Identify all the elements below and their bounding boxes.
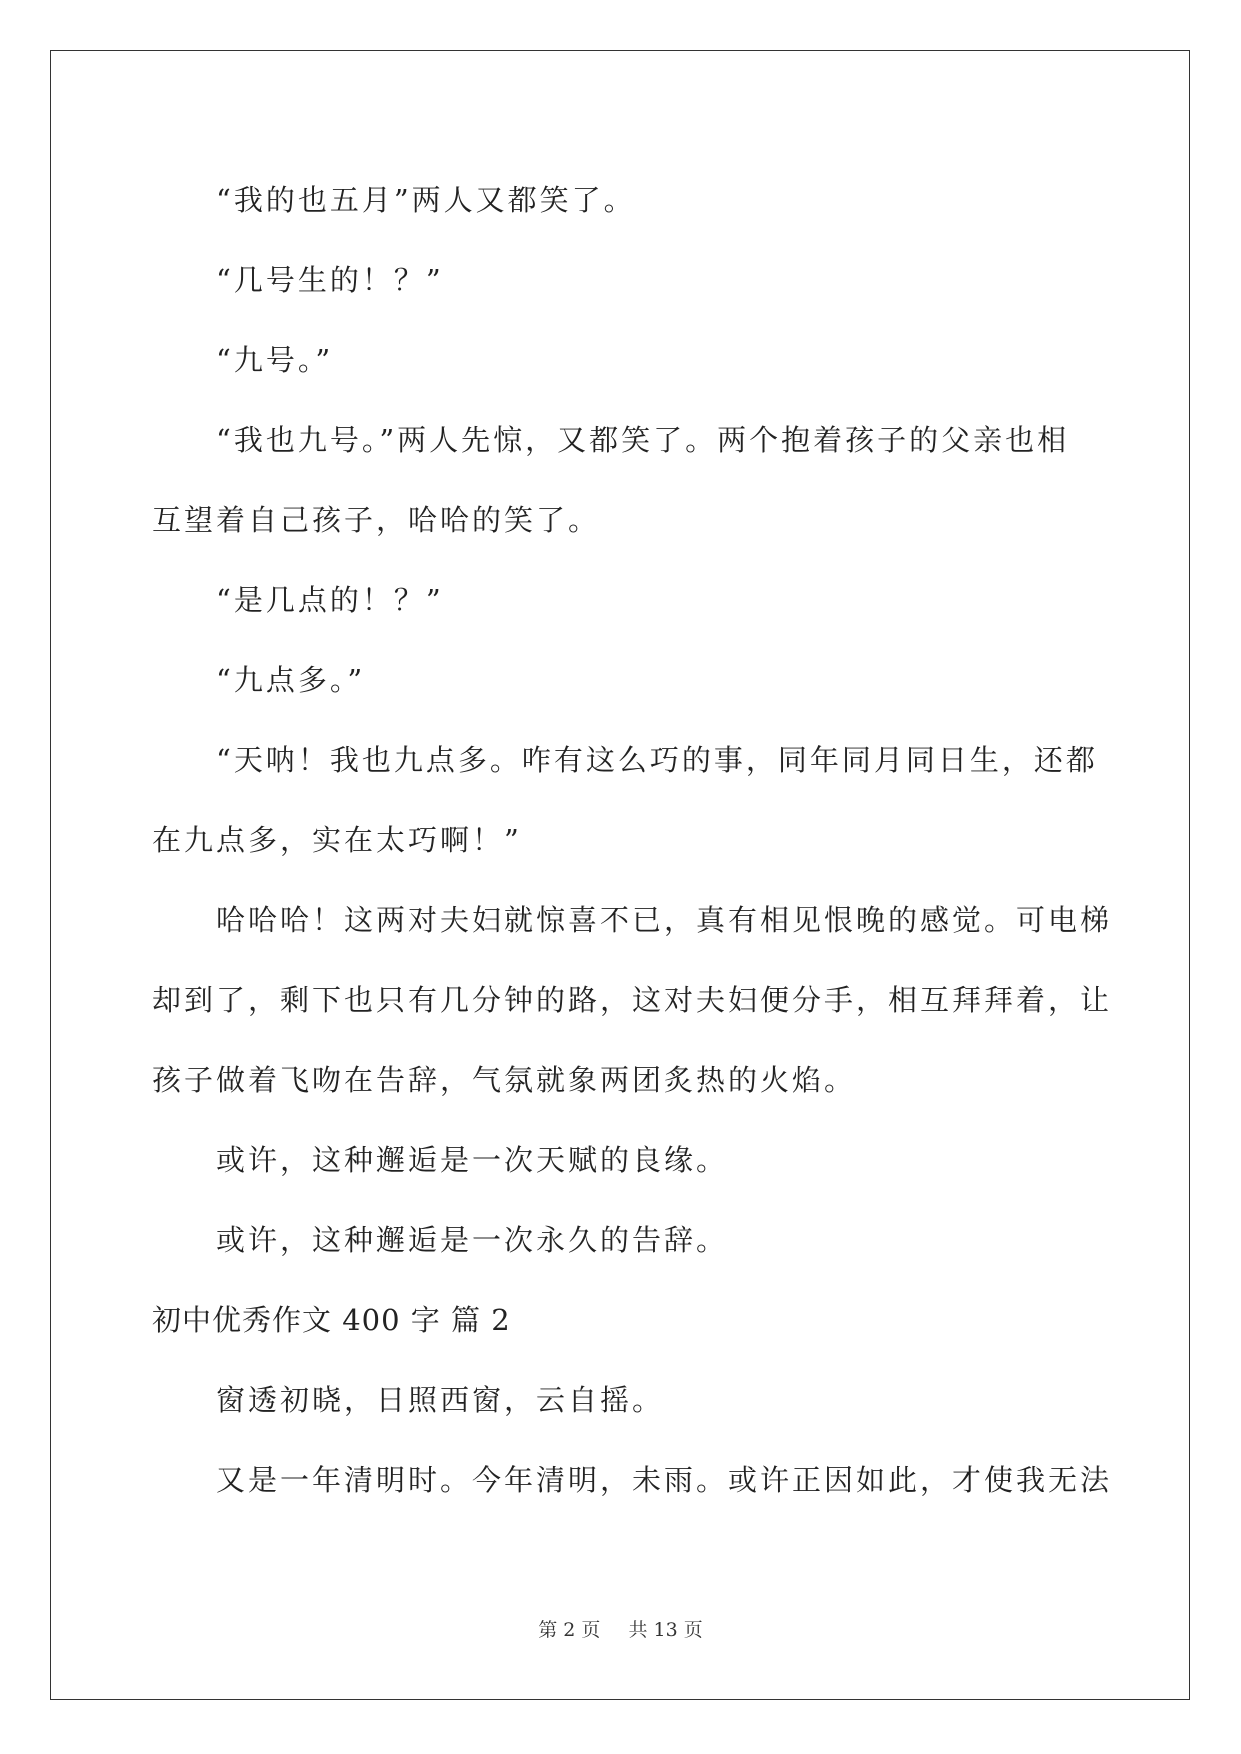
paragraph-line: 在九点多，实在太巧啊！” xyxy=(152,823,522,857)
document-body xyxy=(152,160,1113,1520)
paragraph-line: “几号生的！？” xyxy=(216,263,444,297)
paragraph-line: “九点多。” xyxy=(216,663,366,697)
paragraph-line: “我也九号。”两人先惊，又都笑了。两个抱着孩子的父亲也相 xyxy=(216,423,1070,457)
paragraph-line: 窗透初晓，日照西窗，云自摇。 xyxy=(216,1383,665,1417)
paragraph-line: 哈哈哈！这两对夫妇就惊喜不已，真有相见恨晚的感觉。可电梯 xyxy=(216,903,1113,937)
paragraph-line: “是几点的！？” xyxy=(216,583,444,617)
paragraph-line: 却到了，剩下也只有几分钟的路，这对夫妇便分手，相互拜拜着，让 xyxy=(152,983,1113,1017)
paragraph-line: 或许，这种邂逅是一次永久的告辞。 xyxy=(216,1223,729,1257)
page-total: 共 13 页 xyxy=(628,1619,703,1641)
paragraph-line: “九号。” xyxy=(216,343,334,377)
paragraph-line: 或许，这种邂逅是一次天赋的良缘。 xyxy=(216,1143,729,1177)
paragraph-line: 互望着自己孩子，哈哈的笑了。 xyxy=(152,503,601,537)
paragraph-line: 又是一年清明时。今年清明，未雨。或许正因如此，才使我无法 xyxy=(216,1463,1113,1497)
section-heading: 初中优秀作文 400 字 篇 2 xyxy=(152,1303,511,1337)
paragraph-line: “天呐！我也九点多。咋有这么巧的事，同年同月同日生，还都 xyxy=(216,743,1098,777)
paragraph-line: 孩子做着飞吻在告辞，气氛就象两团炙热的火焰。 xyxy=(152,1063,857,1097)
page-footer xyxy=(0,1615,1241,1642)
page-number: 第 2 页 xyxy=(538,1619,601,1641)
paragraph-line: “我的也五月”两人又都笑了。 xyxy=(216,183,636,217)
